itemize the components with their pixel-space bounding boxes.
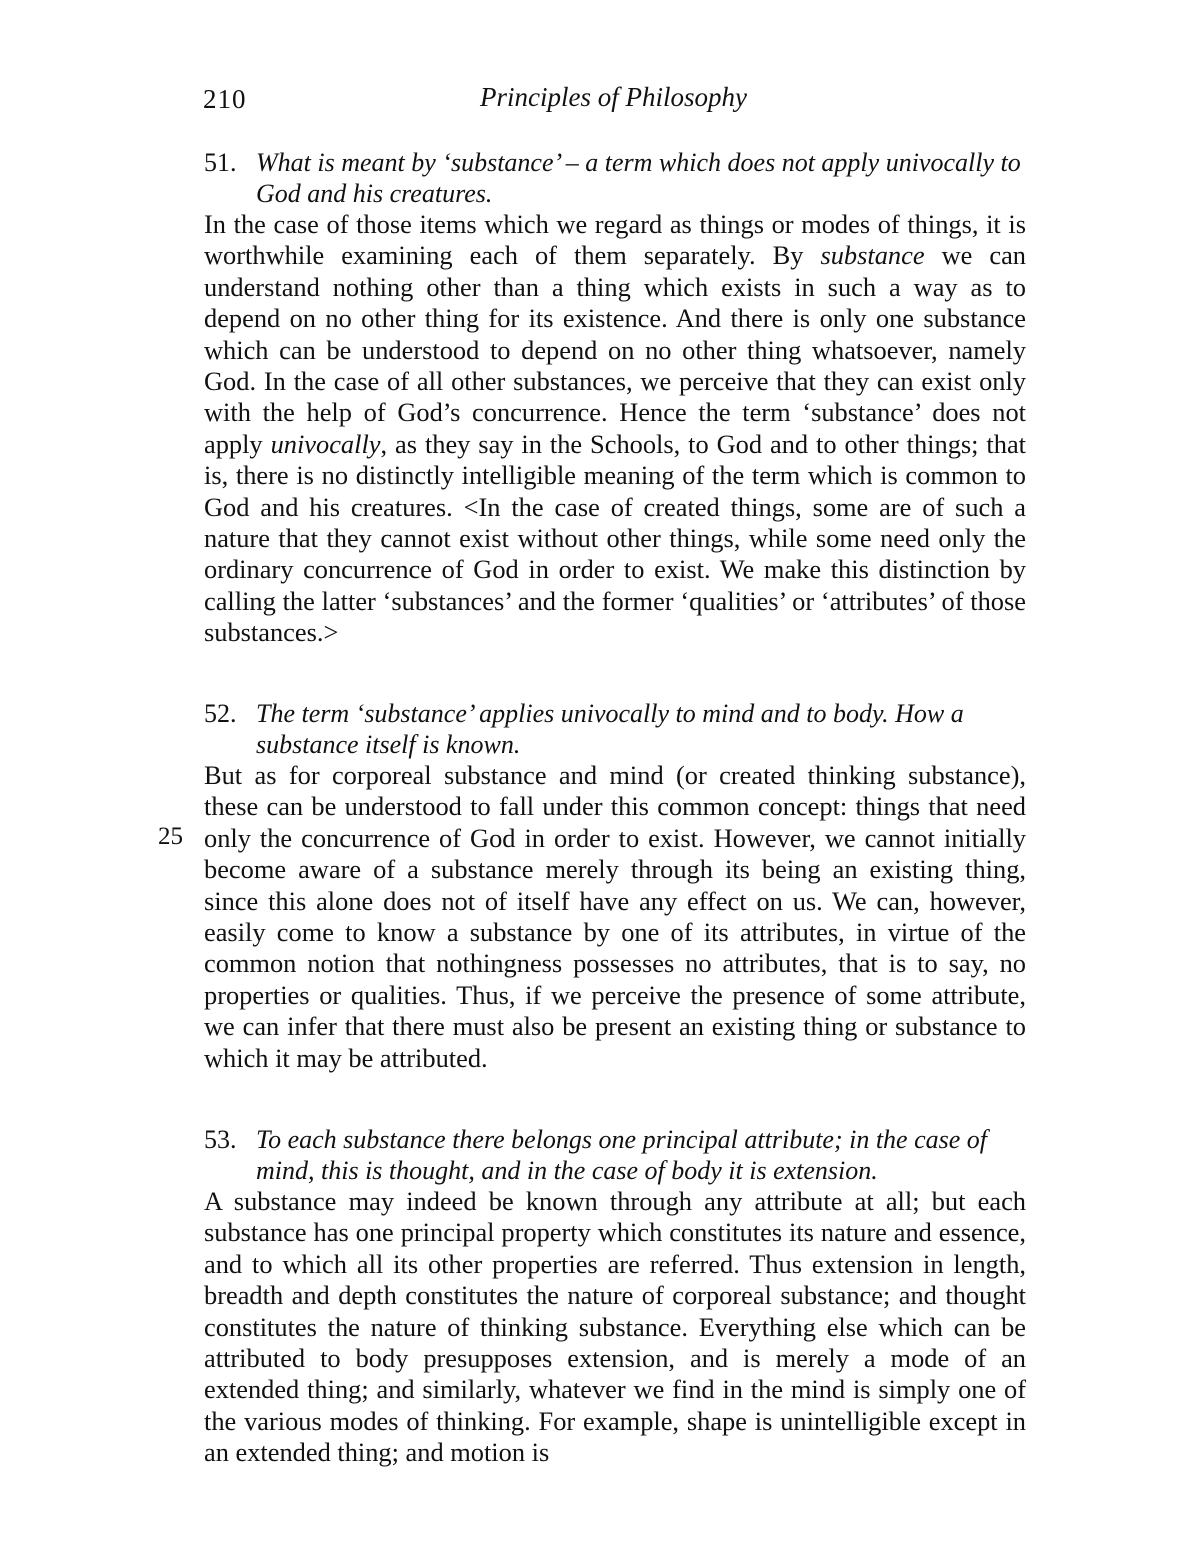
margin-line-number: 25 [158,823,183,850]
section-title: What is meant by ‘substance’ – a term which does not apply univocally to God and his creatures. [256,148,1021,208]
body-text-run: we can understand nothing other than a thing which exists in such a way as to depend on no other thing for its existence. And there is only one substance which can be understood to depend on no other thing whatsoever, namely God. In the case of all other substances, we perceive that they can exist only with the help of God’s concurrence. Hence the term ‘substance’ does not apply [204,240,1026,459]
section-title: The term ‘substance’ applies univocally to mind and to body. How a substance itself is known. [256,699,964,759]
section-number: 52. [204,699,237,728]
section-number: 53. [204,1125,237,1154]
body-text-run: , as they say in the Schools, to God and to other things; that is, there is no distinctly intelligible meaning of the term which is common to God and his creatures. <In the case of created things, some are of such a nature that they cannot exist without other things, while some need only the ordinary concurrence of God in order to exist. We make this distinction by calling the latter ‘substances’ and the former ‘qualities’ or ‘attributes’ of those substances.> [204,428,1027,648]
section-body: A substance may indeed be known through any attribute at all; but each substance has one principal property which constitutes its nature and essence, and to which all its other properties are referred. Thus extension in length, breadth and depth constitutes the nature of corporeal substance; and thought constitutes the nature of thinking substance. Everything else which can be attributed to body presupposes extension, and is merely a mode of an extended thing; and similarly, whatever we find in the mind is simply one of the various modes of thinking. For example, shape is unintelligible except in an extended thing; and motion is [204,1186,1026,1468]
section-title: To each substance there belongs one principal attribute; in the case of mind, this is thought, and in the case of body it is extension. [256,1125,988,1185]
section-heading [204,1124,1026,1186]
emphasis-term: univocally [270,428,381,459]
page-number: 210 [203,84,247,114]
section-52 [204,698,1026,1074]
emphasis-term: substance [820,240,925,271]
section-heading [204,147,1026,209]
body-text-run: In the case of those items which we regard as things or modes of things, it is worthwhile examining each of them separately. By [204,209,1026,271]
running-title: Principles of Philosophy [480,82,747,112]
section-53 [204,1124,1026,1469]
section-51 [204,147,1026,649]
section-number: 51. [204,148,237,177]
section-body [204,209,1026,649]
section-heading [204,698,1026,760]
section-body: But as for corporeal substance and mind (or created thinking substance), these can be understood to fall under this common concept: things that need only the concurrence of God in order to exist. However, we cannot initially become aware of a substance merely through its being an existing thing, since this alone does not of itself have any effect on us. We can, however, easily come to know a substance by one of its attributes, in virtue of the common notion that nothingness possesses no attributes, that is to say, no properties or qualities. Thus, if we perceive the presence of some attribute, we can infer that there must also be present an existing thing or substance to which it may be attributed. [204,760,1026,1073]
